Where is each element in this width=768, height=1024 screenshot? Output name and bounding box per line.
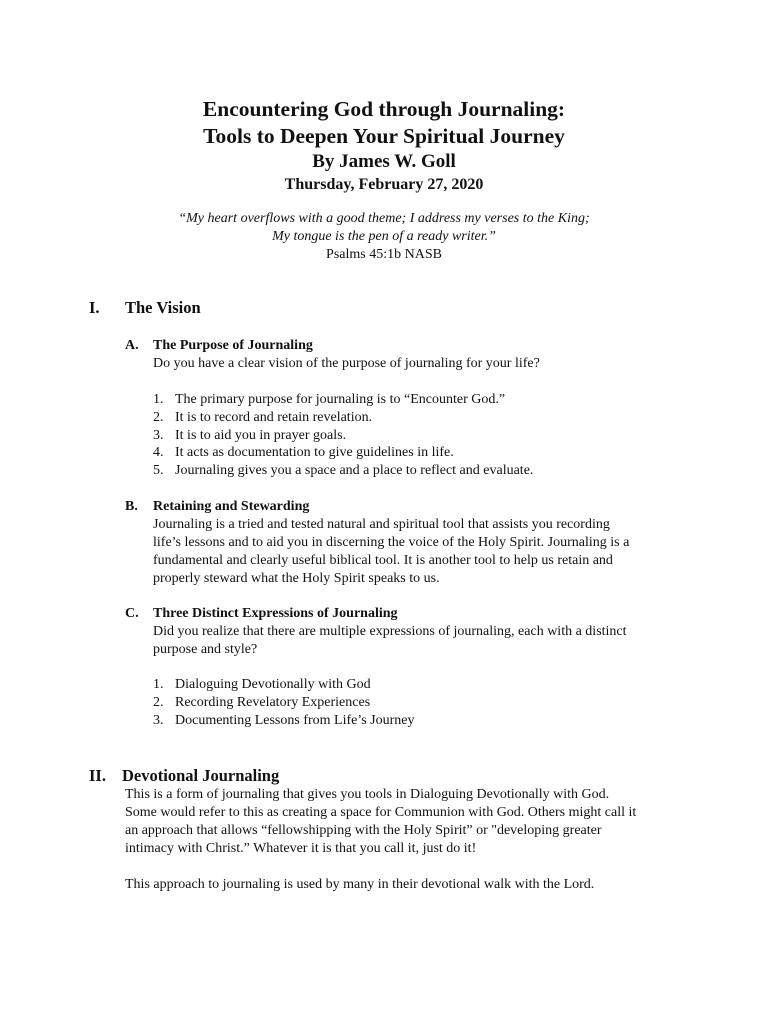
subsection-a-heading	[125, 337, 685, 355]
purpose-list	[153, 391, 533, 480]
epigraph-line-1: “My heart overflows with a good theme; I address my verses to the King;	[178, 211, 590, 226]
section-2-heading	[89, 766, 106, 786]
body-line: fundamental and clearly useful biblical tool. It is another tool to help us retain and	[153, 553, 613, 568]
list-item: 1. The primary purpose for journaling is to “Encounter God.”	[153, 392, 506, 407]
subsection-a-intro: Do you have a clear vision of the purpose of journaling for your life?	[153, 356, 540, 371]
subsection-a-title: The Purpose of Journaling	[153, 338, 313, 353]
expressions-list	[153, 676, 415, 729]
author-line: By James W. Goll	[312, 151, 456, 172]
body-line: Some would refer to this as creating a space for Communion with God. Others might call it	[125, 805, 637, 820]
section-2-body	[125, 786, 715, 858]
body-line: purpose and style?	[153, 642, 258, 657]
list-item: 2. Recording Revelatory Experiences	[153, 694, 371, 710]
section-1-numeral: I.	[89, 298, 100, 317]
subsection-c-heading	[125, 605, 685, 623]
list-item: 3. Documenting Lessons from Life’s Journey	[153, 712, 415, 728]
section-2-title: Devotional Journaling	[122, 766, 280, 785]
section-2-numeral: II.	[89, 766, 106, 785]
title-line-1: Encountering God through Journaling:	[202, 97, 566, 121]
subsection-b-heading	[125, 498, 685, 516]
subsection-c-intro	[153, 623, 693, 659]
subsection-c-letter: C.	[125, 606, 139, 621]
title-block	[0, 96, 768, 196]
body-line: This is a form of journaling that gives you tools in Dialoguing Devotionally with God.	[125, 787, 610, 802]
subsection-a-letter: A.	[125, 338, 139, 353]
body-line: life’s lessons and to aid you in discerning the voice of the Holy Spirit. Journaling is a	[153, 535, 630, 550]
section-2-closing: This approach to journaling is used by many in their devotional walk with the Lord.	[125, 877, 595, 892]
section-1-heading	[89, 298, 100, 318]
epigraph-line-2: My tongue is the pen of a ready writer.”	[272, 229, 496, 244]
body-line: properly steward what the Holy Spirit speaks to us.	[153, 571, 440, 586]
subsection-b-body	[153, 516, 693, 588]
epigraph-reference: Psalms 45:1b NASB	[326, 247, 442, 262]
date-line: Thursday, February 27, 2020	[284, 176, 484, 193]
list-item: 3. It is to aid you in prayer goals.	[153, 427, 347, 443]
list-item: 5. Journaling gives you a space and a place to reflect and evaluate.	[153, 463, 534, 479]
body-line: intimacy with Christ.” Whatever it is that you call it, just do it!	[125, 841, 477, 856]
title-line-2: Tools to Deepen Your Spiritual Journey	[203, 124, 565, 148]
section-1-title: The Vision	[125, 298, 201, 317]
list-item: 1. Dialoguing Devotionally with God	[153, 677, 371, 692]
subsection-b-title: Retaining and Stewarding	[153, 499, 310, 514]
body-line: an approach that allows “fellowshipping with the Holy Spirit” or "developing greater	[125, 823, 602, 838]
subsection-c-title: Three Distinct Expressions of Journaling	[153, 606, 398, 621]
body-line: Journaling is a tried and tested natural and spiritual tool that assists you recording	[153, 517, 610, 532]
list-item: 2. It is to record and retain revelation.	[153, 409, 373, 425]
epigraph	[0, 210, 768, 264]
list-item: 4. It acts as documentation to give guidelines in life.	[153, 445, 454, 461]
body-line: Did you realize that there are multiple expressions of journaling, each with a distinct	[153, 624, 627, 639]
subsection-b-letter: B.	[125, 499, 138, 514]
